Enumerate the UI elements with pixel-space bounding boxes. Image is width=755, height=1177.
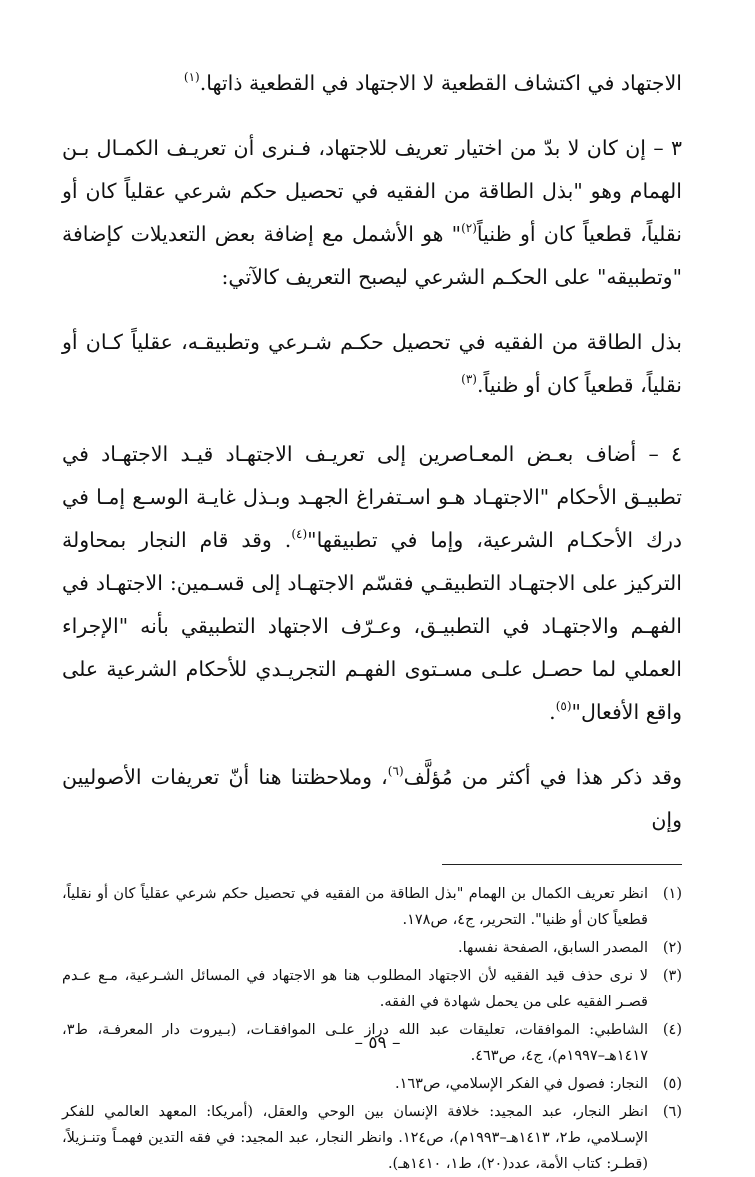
footnote-ref: (٢) xyxy=(461,221,477,235)
document-page xyxy=(62,62,682,1172)
footnote-number: (٢) xyxy=(662,940,682,956)
paragraph-text: ، وملاحظتنا هنا أنّ تعريفات الأصوليين وإن xyxy=(62,765,682,832)
footnote-number: (٤) xyxy=(662,1022,682,1038)
footnote-ref: (٥) xyxy=(555,699,572,713)
paragraph-text: . وقد قام النجار بمحاولة التركيز على الاجتهـاد التطبيقـي فقسّم الاجتهـاد إلى قسـمين: الاجتهـاد في الفهـم والاجتهـاد في التطبيـق، وعـرّف الاجتهاد التطبيقي بأنه "الإجراء العملي لما حصـل علـى مسـتوى الفهـم التجريـدي للأحكام الشرعية على واقع الأفعال" xyxy=(62,528,682,724)
footnote-ref: (١) xyxy=(183,70,200,84)
paragraph-text: ٣ – إن كان لا بدّ من اختيار تعريف للاجتهاد، فـنرى أن تعريـف الكمـال بـن الهمام وهو "بذل الطاقة من الفقيه في تحصيل حكم شرعي عقلياً كان أو نقلياً، قطعياً كان أو ظنياً xyxy=(62,136,682,246)
footnote-ref: (٦) xyxy=(387,764,404,778)
footnote-separator xyxy=(442,864,682,865)
footnote xyxy=(62,881,682,933)
footnote xyxy=(62,963,682,1015)
paragraph-text: الاجتهاد في اكتشاف القطعية لا الاجتهاد في القطعية ذاتها. xyxy=(199,71,682,95)
footnote-text: النجار: فصول في الفكر الإسلامي، ص١٦٣. xyxy=(394,1076,648,1092)
footnotes xyxy=(62,881,682,1177)
footnote xyxy=(62,1071,682,1097)
paragraph-point-4 xyxy=(62,433,682,734)
footnote-text: لا نرى حذف قيد الفقيه لأن الاجتهاد المطلوب هنا هو الاجتهاد في المسائل الشـرعية، مـع عـدم قصـر الفقيه على من يحمل شهادة في الفقه. xyxy=(62,968,648,1010)
footnote-text: انظر تعريف الكمال بن الهمام "بذل الطاقة من الفقيه في تحصيل حكم شرعي عقلياً كان أو نقلياً، قطعياً كان أو ظنيا". التحرير، ج٤، ص١٧٨. xyxy=(62,886,648,928)
paragraph-text: . xyxy=(549,700,556,724)
paragraph-text: ٤ – أضاف بعـض المعـاصرين إلى تعريـف الاجتهـاد قيـد الاجتهـاد في تطبيـق الأحكام "الاجتهـاد هـو اسـتفراغ الجهـد وبـذل غايـة الوسـع إمـا في درك الأحكـام الشرعية، وإما في تطبيقها" xyxy=(62,442,682,552)
paragraph-text: وقد ذكر هذا في أكثر من مُؤلَّف xyxy=(403,765,682,789)
footnote xyxy=(62,935,682,961)
paragraph-point-3 xyxy=(62,127,682,299)
footnote-text: الشاطبي: الموافقات، تعليقات عبد الله دراز علـى الموافقـات، (بـيروت دار المعرفـة، ط٣، ١٤١٧هـ–١٩٩٧م)، ج٤، ص٤٦٣. xyxy=(62,1022,648,1064)
footnote-ref: (٣) xyxy=(461,372,477,386)
main-text xyxy=(62,62,682,842)
footnote xyxy=(62,1099,682,1177)
definition-quote xyxy=(62,321,682,407)
paragraph-continuation xyxy=(62,62,682,105)
footnote-number: (١) xyxy=(662,886,682,902)
footnote-number: (٥) xyxy=(662,1076,682,1092)
footnote-number: (٣) xyxy=(662,968,682,984)
paragraph-text: بذل الطاقة من الفقيه في تحصيل حكـم شـرعي وتطبيقـه، عقلياً كـان أو نقلياً، قطعياً كان أو ظنياً. xyxy=(62,330,682,397)
footnote-number: (٦) xyxy=(662,1104,682,1120)
footnote-text: المصدر السابق، الصفحة نفسها. xyxy=(458,940,648,956)
paragraph-text: " هو الأشمل مع إضافة بعض التعديلات كإضافة "وتطبيقه" على الحكـم الشرعي ليصبح التعريف كالآتي: xyxy=(62,222,682,289)
footnote-text: انظر النجار، عبد المجيد: خلافة الإنسان بين الوحي والعقل، (أمريكا: المعهد العالمي للفكر الإسـلامي، ط٢، ١٤١٣هـ–١٩٩٣م)، ص١٢٤. وانظر النجار، عبد المجيد: في فقه التدين فهمـاً وتنـزيلاً، (قطـر: كتاب الأمة، عدد(٢٠)، ط١، ١٤١٠هـ). xyxy=(62,1104,648,1172)
page-number: – ٥٩ – xyxy=(354,1033,401,1053)
paragraph-continues xyxy=(62,756,682,842)
footnote-ref: (٤) xyxy=(291,527,308,541)
